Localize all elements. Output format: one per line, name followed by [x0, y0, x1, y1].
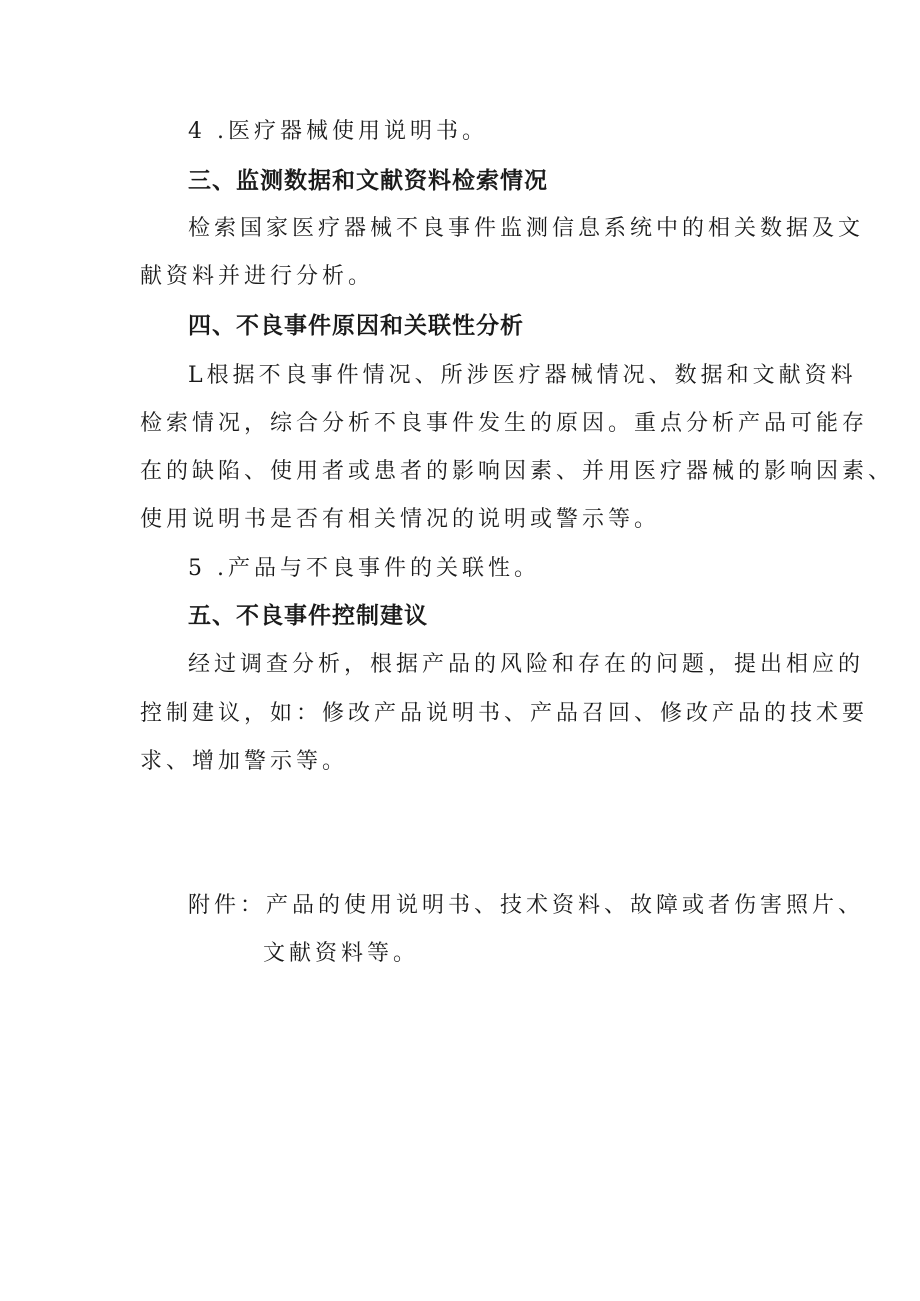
section-5-heading: 五、不良事件控制建议 [188, 603, 428, 629]
section-3-heading: 三、监测数据和文献资料检索情况 [188, 168, 548, 194]
list-item-5: 5 .产品与不良事件的关联性。 [188, 556, 540, 581]
section-5-body-line-2: 控制建议，如：修改产品说明书、产品召回、修改产品的技术要 [140, 701, 869, 726]
section-4-paragraph-line-3: 在的缺陷、使用者或患者的影响因素、并用医疗器械的影响因素、 [140, 459, 895, 484]
attachment-line-1: 附件：产品的使用说明书、技术资料、故障或者伤害照片、 [188, 893, 865, 918]
attachment-line-2: 文献资料等。 [263, 941, 420, 966]
section-5-body-line-3: 求、增加警示等。 [140, 749, 349, 774]
section-3-body-line-1: 检索国家医疗器械不良事件监测信息系统中的相关数据及文 [188, 216, 865, 241]
section-4-paragraph-line-4: 使用说明书是否有相关情况的说明或警示等。 [140, 507, 661, 532]
section-4-paragraph-line-1: L根据不良事件情况、所涉医疗器械情况、数据和文献资料 [188, 363, 857, 388]
section-5-body-line-1: 经过调查分析，根据产品的风险和存在的问题，提出相应的 [188, 652, 865, 677]
section-4-heading: 四、不良事件原因和关联性分析 [188, 313, 524, 339]
list-item-4: 4 .医疗器械使用说明书。 [188, 119, 488, 144]
section-4-paragraph-line-2: 检索情况，综合分析不良事件发生的原因。重点分析产品可能存 [140, 411, 869, 436]
section-3-body-line-2: 献资料并进行分析。 [140, 264, 375, 289]
